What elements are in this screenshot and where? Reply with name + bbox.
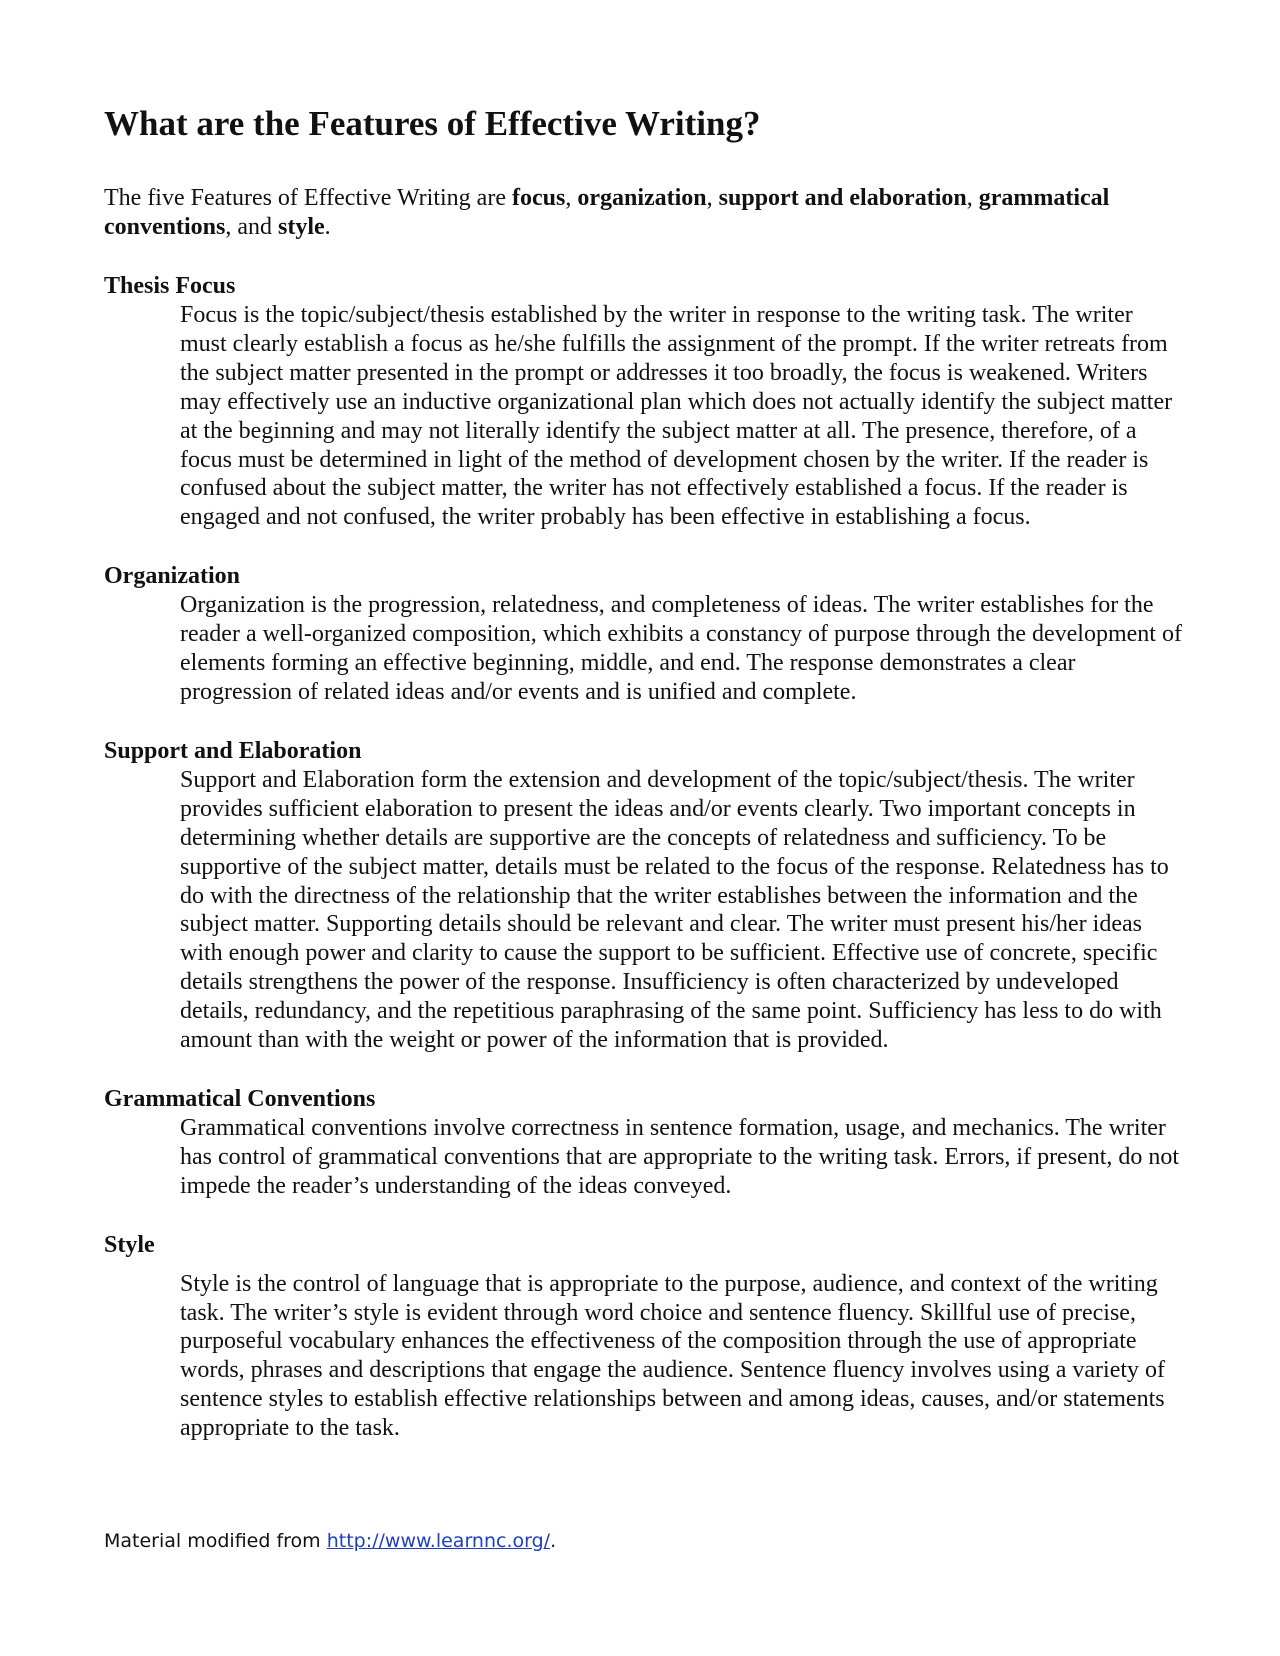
source-link[interactable]: http://www.learnnc.org/ xyxy=(326,1530,551,1552)
intro-feature-focus: focus xyxy=(511,185,566,211)
intro-feature-organization: organization xyxy=(577,185,707,211)
section-heading: Thesis Focus xyxy=(104,273,236,299)
section-thesis-focus xyxy=(104,272,1184,532)
section-body: Focus is the topic/subject/thesis established by the writer in response to the writing task. The writer must clearly establish a focus as he/she fulfills the assignment of the prompt. If the writer retreats from the subject matter presented in the prompt or addresses it too broadly, the focus is weakened. Writers may effectively use an inductive organizational plan which does not actually identify the subject matter at the beginning and may not literally identify the subject matter at all. The presence, therefore, of a focus must be determined in light of the method of development chosen by the writer. If the reader is confused about the subject matter, the writer has not effectively established a focus. If the reader is engaged and not confused, the writer probably has been effective in establishing a focus. xyxy=(180,302,1173,531)
page-title: What are the Features of Effective Writing? xyxy=(104,104,761,143)
intro-prefix: The five Features of Effective Writing are xyxy=(104,185,512,211)
section-style xyxy=(104,1231,1184,1443)
section-heading: Support and Elaboration xyxy=(104,737,362,764)
section-body: Organization is the progression, relatedness, and completeness of ideas. The writer establishes for the reader a well-organized composition, which exhibits a constancy of purpose through the development of elements forming an effective beginning, middle, and end. The response demonstrates a clear progression of related ideas and/or events and is unified and complete. xyxy=(180,592,1182,705)
section-organization xyxy=(104,562,1184,707)
section-heading: Grammatical Conventions xyxy=(104,1085,376,1112)
intro-feature-support: support and elaboration xyxy=(718,185,967,211)
section-heading: Organization xyxy=(104,563,240,590)
intro-separator: , and xyxy=(225,214,279,240)
intro-separator: , xyxy=(565,185,578,211)
footer-note xyxy=(104,1530,556,1552)
section-body: Support and Elaboration form the extension and development of the topic/subject/thesis. The writer provides sufficient elaboration to present the ideas and/or events clearly. Two important concepts in determining whether details are supportive are the concepts of relatedness and sufficiency. To be supportive of the subject matter, details must be related to the focus of the response. Relatedness has to do with the directness of the relationship that the writer establishes between the information and the subject matter. Supporting details should be relevant and clear. The writer must present his/her ideas with enough power and clarity to cause the support to be sufficient. Effective use of concrete, specific details strengthens the power of the response. Insufficiency is often characterized by undeveloped details, redundancy, and the repetitious paraphrasing of the same point. Sufficiency has less to do with amount than with the weight or power of the information that is provided. xyxy=(180,766,1169,1054)
document-page xyxy=(104,100,1184,1443)
section-heading: Style xyxy=(104,1231,155,1258)
intro-separator: , xyxy=(966,185,979,211)
footer-suffix: . xyxy=(550,1530,557,1552)
section-grammatical-conventions xyxy=(104,1085,1184,1201)
intro-feature-style: style xyxy=(278,214,325,240)
section-body: Grammatical conventions involve correctness in sentence formation, usage, and mechanics. The writer has control of grammatical conventions that are appropriate to the writing task. Errors, if present, do not impede the reader’s understanding of the ideas conveyed. xyxy=(180,1114,1180,1199)
intro-separator: , xyxy=(706,185,719,211)
section-support-elaboration xyxy=(104,737,1184,1055)
section-body: Style is the control of language that is appropriate to the purpose, audience, and context of the writing task. The writer’s style is evident through word choice and sentence fluency. Skillful use of precise, purposeful vocabulary enhances the effectiveness of the composition through the use of appropriate words, phrases and descriptions that engage the audience. Sentence fluency involves using a variety of sentence styles to establish effective relationships between and among ideas, causes, and/or statements appropriate to the task. xyxy=(180,1270,1166,1442)
intro-feature-grammar: grammatical conventions xyxy=(104,185,1110,240)
footer-prefix: Material modified from xyxy=(104,1530,327,1552)
intro-paragraph xyxy=(104,184,1184,242)
intro-suffix: . xyxy=(324,214,331,240)
